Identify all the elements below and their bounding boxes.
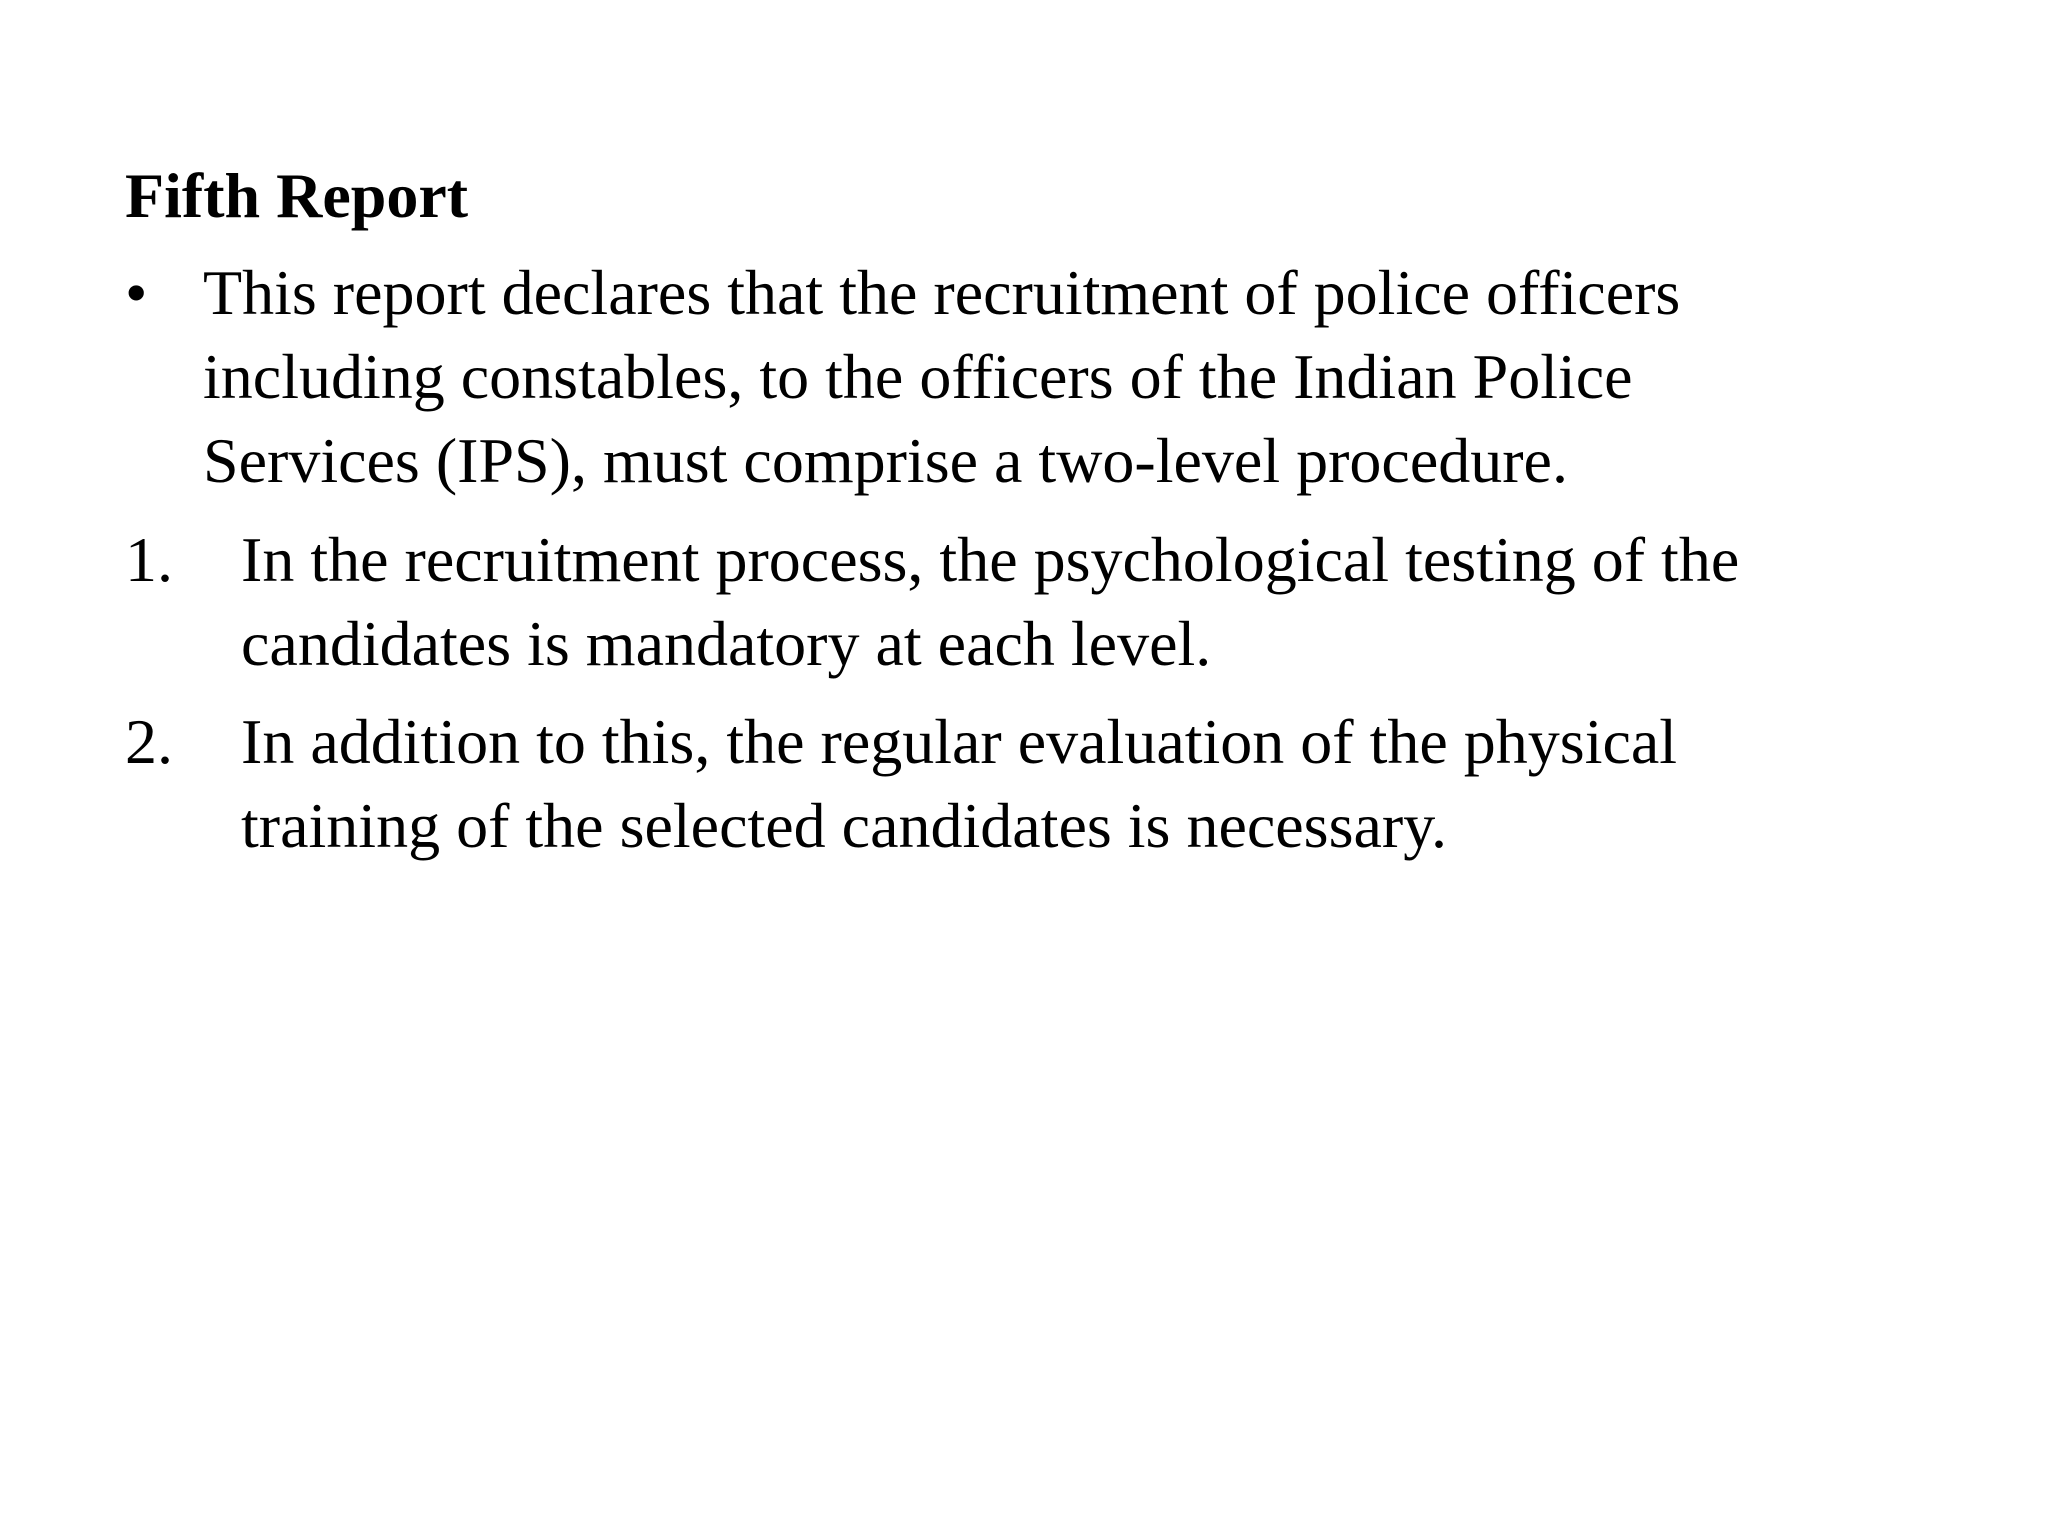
- numbered-line: training of the selected candidates is necessary.: [241, 790, 1448, 861]
- numbered-text: [241, 518, 1739, 686]
- numbered-line: In addition to this, the regular evaluation of the physical: [241, 706, 1678, 777]
- bullet-line: including constables, to the officers of the Indian Police: [203, 341, 1633, 412]
- numbered-line: In the recruitment process, the psychological testing of the: [241, 524, 1740, 595]
- bullet-item: [125, 251, 1975, 503]
- numbered-item-1: [125, 518, 1975, 686]
- numbered-item-2: [125, 700, 1975, 868]
- bullet-line: This report declares that the recruitment of police officers: [203, 257, 1681, 328]
- slide-heading: Fifth Report: [125, 160, 469, 231]
- number-marker: 1.: [125, 524, 173, 595]
- numbered-text: [241, 700, 1677, 868]
- number-marker: 2.: [125, 706, 173, 777]
- bullet-marker: •: [125, 257, 148, 328]
- numbered-line: candidates is mandatory at each level.: [241, 608, 1212, 679]
- bullet-line: Services (IPS), must comprise a two-level procedure.: [203, 425, 1568, 496]
- bullet-text: [203, 251, 1680, 503]
